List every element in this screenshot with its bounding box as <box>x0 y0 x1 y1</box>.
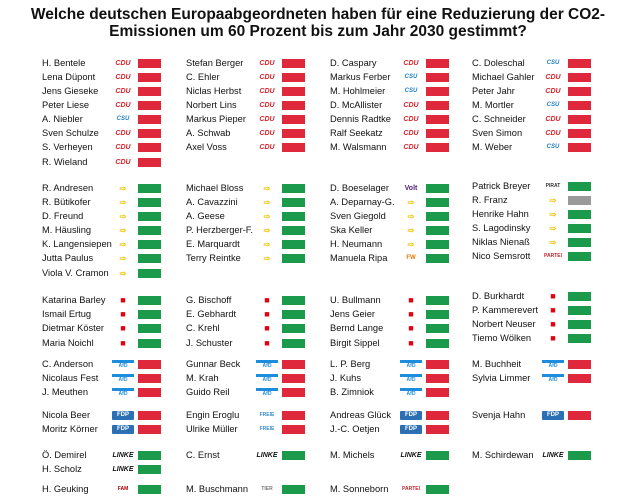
mep-name: C. Krehl <box>186 323 220 333</box>
mep-name: Manuela Ripa <box>330 253 388 263</box>
vote-indicator-yes <box>568 451 591 460</box>
vote-indicator-yes <box>282 240 305 249</box>
vote-indicator-yes <box>568 224 591 233</box>
party-logo-fw2: FREIE <box>259 426 275 432</box>
mep-name: Bernd Lange <box>330 323 384 333</box>
mep-name: R. Wieland <box>42 157 88 167</box>
page-title: Welche deutschen Europaabgeordneten haben für eine Reduzierung der CO2-Emissionen um 60 Prozent bis zum Jahr 2030 gestimmt? <box>30 6 606 40</box>
mep-name: Svenja Hahn <box>472 410 526 420</box>
mep-name: B. Zimniok <box>330 387 374 397</box>
vote-indicator-yes <box>568 182 591 191</box>
mep-name: H. Geuking <box>42 484 89 494</box>
party-logo-spd: ■ <box>550 334 556 343</box>
vote-indicator-yes <box>282 451 305 460</box>
vote-indicator-yes <box>568 252 591 261</box>
vote-indicator-no <box>138 411 161 420</box>
party-logo-spd: ■ <box>408 339 414 348</box>
party-logo-green: ⇨ <box>119 212 127 221</box>
vote-indicator-no <box>426 87 449 96</box>
mep-name: Ulrike Müller <box>186 424 238 434</box>
vote-indicator-yes <box>568 210 591 219</box>
party-logo-green: ⇨ <box>263 254 271 263</box>
vote-indicator-no <box>138 87 161 96</box>
mep-name: M. Mortler <box>472 100 514 110</box>
party-logo-spd: ■ <box>264 324 270 333</box>
party-logo-cdu: CDU <box>115 74 131 81</box>
mep-name: E. Gebhardt <box>186 309 237 319</box>
party-logo-cdu: CDU <box>115 144 131 151</box>
vote-indicator-no <box>426 101 449 110</box>
party-logo-afd: AfD <box>400 360 422 369</box>
party-logo-spd: ■ <box>550 306 556 315</box>
mep-name: H. Scholz <box>42 464 82 474</box>
party-logo-fdp: FDP <box>400 425 422 434</box>
vote-indicator-yes <box>426 485 449 494</box>
party-logo-left: LINKE <box>400 452 422 459</box>
mep-name: Michael Bloss <box>186 183 244 193</box>
party-logo-afd: AfD <box>112 388 134 397</box>
party-logo-cdu: CDU <box>259 88 275 95</box>
vote-indicator-no <box>138 73 161 82</box>
mep-name: Guido Reil <box>186 387 230 397</box>
vote-indicator-yes <box>282 339 305 348</box>
vote-indicator-no <box>568 87 591 96</box>
mep-name: Ralf Seekatz <box>330 128 383 138</box>
party-logo-afd: AfD <box>256 374 278 383</box>
vote-indicator-yes <box>138 485 161 494</box>
vote-indicator-no <box>568 73 591 82</box>
vote-indicator-yes <box>282 198 305 207</box>
mep-name: R. Franz <box>472 195 508 205</box>
vote-indicator-yes <box>138 240 161 249</box>
mep-name: Gunnar Beck <box>186 359 241 369</box>
party-logo-green: ⇨ <box>263 184 271 193</box>
vote-indicator-no <box>282 360 305 369</box>
mep-name: Peter Jahr <box>472 86 515 96</box>
party-logo-pirat: PIRAT <box>545 183 561 189</box>
party-logo-green: ⇨ <box>263 212 271 221</box>
party-logo-green: ⇨ <box>119 226 127 235</box>
vote-indicator-no <box>426 129 449 138</box>
party-logo-spd: ■ <box>408 324 414 333</box>
vote-indicator-no <box>138 59 161 68</box>
vote-indicator-yes <box>282 324 305 333</box>
vote-indicator-no <box>568 59 591 68</box>
party-logo-csu: CSU <box>546 144 560 150</box>
mep-name: M. Krah <box>186 373 219 383</box>
vote-indicator-no <box>282 115 305 124</box>
party-logo-cdu: CDU <box>259 144 275 151</box>
party-logo-cdu: CDU <box>259 74 275 81</box>
mep-name: Jutta Paulus <box>42 253 94 263</box>
vote-indicator-no <box>426 425 449 434</box>
mep-name: Lena Düpont <box>42 72 96 82</box>
party-logo-csu: CSU <box>404 74 418 80</box>
mep-name: Jens Geier <box>330 309 375 319</box>
party-logo-csu: CSU <box>546 60 560 66</box>
vote-indicator-yes <box>138 339 161 348</box>
party-logo-green: ⇨ <box>263 198 271 207</box>
vote-indicator-yes <box>568 320 591 329</box>
mep-name: M. Schirdewan <box>472 450 534 460</box>
vote-indicator-no <box>138 158 161 167</box>
party-logo-green: ⇨ <box>407 240 415 249</box>
mep-name: A. Schwab <box>186 128 231 138</box>
party-logo-cdu: CDU <box>259 60 275 67</box>
mep-name: M. Buchheit <box>472 359 522 369</box>
party-logo-spd: ■ <box>264 296 270 305</box>
mep-name: M. Hohlmeier <box>330 86 386 96</box>
party-logo-spd: ■ <box>408 296 414 305</box>
vote-indicator-no <box>282 73 305 82</box>
mep-name: C. Ernst <box>186 450 220 460</box>
mep-name: J. Kuhs <box>330 373 362 383</box>
vote-indicator-no <box>568 101 591 110</box>
party-logo-spd: ■ <box>550 320 556 329</box>
vote-indicator-yes <box>138 451 161 460</box>
vote-indicator-yes <box>282 226 305 235</box>
mep-name: M. Walsmann <box>330 142 387 152</box>
vote-indicator-yes <box>282 485 305 494</box>
mep-name: R. Bütikofer <box>42 197 91 207</box>
party-logo-spd: ■ <box>264 339 270 348</box>
party-logo-afd: AfD <box>542 374 564 383</box>
vote-indicator-no <box>138 360 161 369</box>
mep-name: Niclas Herbst <box>186 86 242 96</box>
mep-name: D. Boeselager <box>330 183 389 193</box>
vote-indicator-no <box>138 101 161 110</box>
party-logo-fdp: FDP <box>112 425 134 434</box>
party-logo-left: LINKE <box>112 452 134 459</box>
mep-name: Viola V. Cramon <box>42 268 109 278</box>
mep-name: Moritz Körner <box>42 424 98 434</box>
vote-indicator-no <box>426 59 449 68</box>
mep-name: Axel Voss <box>186 142 227 152</box>
vote-indicator-no <box>138 388 161 397</box>
vote-indicator-no <box>138 115 161 124</box>
mep-name: Nicolaus Fest <box>42 373 99 383</box>
party-logo-tierschutz: TIER <box>261 486 273 492</box>
mep-name: Nicola Beer <box>42 410 91 420</box>
vote-indicator-yes <box>426 240 449 249</box>
vote-indicator-yes <box>426 226 449 235</box>
party-logo-leftpartei: PARTEI <box>544 253 562 259</box>
vote-indicator-no <box>282 87 305 96</box>
mep-name: K. Langensiepen <box>42 239 112 249</box>
mep-name: Andreas Glück <box>330 410 391 420</box>
party-logo-cdu: CDU <box>403 60 419 67</box>
vote-indicator-no <box>282 425 305 434</box>
party-logo-left: LINKE <box>112 466 134 473</box>
party-logo-afd: AfD <box>256 360 278 369</box>
vote-indicator-yes <box>138 296 161 305</box>
party-logo-csu: CSU <box>116 116 130 122</box>
party-logo-fdp: FDP <box>112 411 134 420</box>
party-logo-fdp: FDP <box>400 411 422 420</box>
vote-indicator-absent <box>568 196 591 205</box>
party-logo-family: FAM <box>117 486 129 492</box>
party-logo-green: ⇨ <box>119 198 127 207</box>
mep-name: A. Cavazzini <box>186 197 238 207</box>
vote-indicator-no <box>426 360 449 369</box>
vote-indicator-no <box>282 388 305 397</box>
mep-name: Dietmar Köster <box>42 323 104 333</box>
vote-indicator-no <box>426 115 449 124</box>
vote-indicator-no <box>282 374 305 383</box>
party-logo-green: ⇨ <box>549 238 557 247</box>
mep-name: Maria Noichl <box>42 338 94 348</box>
vote-indicator-yes <box>282 296 305 305</box>
party-logo-leftpartei: PARTEI <box>402 486 420 492</box>
mep-name: Tiemo Wölken <box>472 333 532 343</box>
vote-indicator-yes <box>138 184 161 193</box>
mep-name: C. Ehler <box>186 72 220 82</box>
vote-indicator-no <box>282 101 305 110</box>
mep-name: H. Bentele <box>42 58 86 68</box>
party-logo-cdu: CDU <box>545 130 561 137</box>
mep-name: C. Doleschal <box>472 58 525 68</box>
vote-indicator-yes <box>426 212 449 221</box>
mep-name: C. Schneider <box>472 114 526 124</box>
party-logo-afd: AfD <box>256 388 278 397</box>
party-logo-afd: AfD <box>400 374 422 383</box>
mep-name: A. Geese <box>186 211 225 221</box>
vote-indicator-no <box>568 115 591 124</box>
party-logo-fw: FW <box>406 255 416 261</box>
mep-name: Markus Pieper <box>186 114 246 124</box>
mep-name: Sven Simon <box>472 128 523 138</box>
party-logo-green: ⇨ <box>549 224 557 233</box>
party-logo-cdu: CDU <box>115 130 131 137</box>
party-logo-left: LINKE <box>542 452 564 459</box>
vote-indicator-yes <box>138 269 161 278</box>
vote-indicator-no <box>426 411 449 420</box>
vote-indicator-no <box>568 411 591 420</box>
vote-indicator-no <box>568 129 591 138</box>
party-logo-green: ⇨ <box>119 254 127 263</box>
mep-name: G. Bischoff <box>186 295 232 305</box>
party-logo-cdu: CDU <box>545 74 561 81</box>
vote-indicator-yes <box>426 451 449 460</box>
mep-name: Nico Semsrott <box>472 251 531 261</box>
party-logo-left: LINKE <box>256 452 278 459</box>
party-logo-spd: ■ <box>550 292 556 301</box>
vote-indicator-yes <box>568 306 591 315</box>
mep-name: M. Häusling <box>42 225 92 235</box>
mep-name: Dennis Radtke <box>330 114 391 124</box>
mep-name: Sven Schulze <box>42 128 99 138</box>
mep-name: U. Bullmann <box>330 295 381 305</box>
mep-name: Stefan Berger <box>186 58 244 68</box>
party-logo-csu: CSU <box>404 88 418 94</box>
mep-name: Niklas Nienaß <box>472 237 530 247</box>
party-logo-spd: ■ <box>264 310 270 319</box>
mep-name: Birgit Sippel <box>330 338 380 348</box>
party-logo-green: ⇨ <box>549 210 557 219</box>
party-logo-spd: ■ <box>120 339 126 348</box>
vote-indicator-no <box>426 143 449 152</box>
vote-indicator-yes <box>138 226 161 235</box>
mep-name: Patrick Breyer <box>472 181 531 191</box>
vote-indicator-no <box>282 143 305 152</box>
mep-name: Ö. Demirel <box>42 450 87 460</box>
party-logo-cdu: CDU <box>115 102 131 109</box>
vote-indicator-yes <box>282 184 305 193</box>
mep-name: Norbert Neuser <box>472 319 536 329</box>
mep-name: Engin Eroglu <box>186 410 240 420</box>
mep-name: Sylvia Limmer <box>472 373 531 383</box>
vote-indicator-yes <box>568 334 591 343</box>
party-logo-green: ⇨ <box>263 226 271 235</box>
vote-indicator-yes <box>138 198 161 207</box>
mep-name: R. Andresen <box>42 183 94 193</box>
mep-name: Sven Giegold <box>330 211 386 221</box>
vote-indicator-no <box>426 374 449 383</box>
vote-indicator-yes <box>426 198 449 207</box>
mep-name: Markus Ferber <box>330 72 391 82</box>
vote-indicator-no <box>138 143 161 152</box>
mep-name: S. Verheyen <box>42 142 93 152</box>
mep-name: M. Michels <box>330 450 375 460</box>
mep-name: D. McAllister <box>330 100 383 110</box>
party-logo-afd: AfD <box>112 360 134 369</box>
vote-indicator-yes <box>138 212 161 221</box>
party-logo-fw2: FREIE <box>259 412 275 418</box>
vote-indicator-yes <box>282 310 305 319</box>
mep-name: M. Buschmann <box>186 484 249 494</box>
vote-indicator-yes <box>138 254 161 263</box>
mep-name: P. Kammerevert <box>472 305 538 315</box>
vote-indicator-yes <box>568 238 591 247</box>
mep-name: Peter Liese <box>42 100 90 110</box>
mep-name: Jens Gieseke <box>42 86 99 96</box>
mep-name: Michael Gahler <box>472 72 535 82</box>
party-logo-cdu: CDU <box>403 116 419 123</box>
vote-indicator-no <box>282 59 305 68</box>
mep-name: Ska Keller <box>330 225 373 235</box>
vote-indicator-no <box>426 388 449 397</box>
party-logo-spd: ■ <box>120 324 126 333</box>
party-logo-green: ⇨ <box>407 226 415 235</box>
mep-name: M. Weber <box>472 142 513 152</box>
party-logo-green: ⇨ <box>549 196 557 205</box>
mep-name: P. Herzberger-F. <box>186 225 253 235</box>
mep-name: J.-C. Oetjen <box>330 424 380 434</box>
party-logo-green: ⇨ <box>119 184 127 193</box>
mep-name: L. P. Berg <box>330 359 371 369</box>
vote-indicator-yes <box>426 310 449 319</box>
party-logo-cdu: CDU <box>259 116 275 123</box>
party-logo-fdp: FDP <box>542 411 564 420</box>
party-logo-green: ⇨ <box>119 269 127 278</box>
vote-indicator-yes <box>426 254 449 263</box>
mep-name: J. Schuster <box>186 338 233 348</box>
vote-indicator-yes <box>426 339 449 348</box>
party-logo-cdu: CDU <box>403 130 419 137</box>
vote-indicator-yes <box>426 184 449 193</box>
vote-indicator-no <box>282 411 305 420</box>
party-logo-green: ⇨ <box>407 198 415 207</box>
mep-name: S. Lagodinsky <box>472 223 531 233</box>
vote-indicator-yes <box>426 296 449 305</box>
mep-name: D. Caspary <box>330 58 377 68</box>
party-logo-spd: ■ <box>120 296 126 305</box>
mep-name: D. Freund <box>42 211 84 221</box>
mep-name: Henrike Hahn <box>472 209 529 219</box>
vote-indicator-no <box>568 360 591 369</box>
vote-indicator-yes <box>426 324 449 333</box>
mep-name: C. Anderson <box>42 359 94 369</box>
mep-name: A. Niebler <box>42 114 83 124</box>
party-logo-cdu: CDU <box>259 130 275 137</box>
mep-name: H. Neumann <box>330 239 383 249</box>
mep-name: M. Sonneborn <box>330 484 389 494</box>
mep-name: E. Marquardt <box>186 239 240 249</box>
party-logo-cdu: CDU <box>115 88 131 95</box>
party-logo-cdu: CDU <box>403 102 419 109</box>
vote-indicator-no <box>426 73 449 82</box>
party-logo-cdu: CDU <box>115 159 131 166</box>
party-logo-cdu: CDU <box>259 102 275 109</box>
mep-name: J. Meuthen <box>42 387 88 397</box>
party-logo-green: ⇨ <box>263 240 271 249</box>
party-logo-cdu: CDU <box>115 60 131 67</box>
vote-indicator-no <box>282 129 305 138</box>
vote-indicator-yes <box>138 324 161 333</box>
vote-indicator-no <box>568 374 591 383</box>
party-logo-volt: Volt <box>404 185 418 192</box>
party-logo-csu: CSU <box>546 102 560 108</box>
mep-name: A. Deparnay-G. <box>330 197 395 207</box>
party-logo-cdu: CDU <box>403 144 419 151</box>
vote-indicator-yes <box>282 212 305 221</box>
party-logo-spd: ■ <box>408 310 414 319</box>
vote-indicator-no <box>138 425 161 434</box>
party-logo-green: ⇨ <box>119 240 127 249</box>
vote-indicator-yes <box>138 310 161 319</box>
vote-indicator-no <box>138 129 161 138</box>
party-logo-afd: AfD <box>542 360 564 369</box>
vote-indicator-yes <box>282 254 305 263</box>
vote-indicator-yes <box>138 465 161 474</box>
party-logo-cdu: CDU <box>545 88 561 95</box>
mep-name: Katarina Barley <box>42 295 106 305</box>
vote-indicator-yes <box>568 292 591 301</box>
mep-name: Ismail Ertug <box>42 309 92 319</box>
vote-indicator-no <box>568 143 591 152</box>
party-logo-afd: AfD <box>112 374 134 383</box>
mep-name: Terry Reintke <box>186 253 241 263</box>
vote-indicator-no <box>138 374 161 383</box>
mep-name: Norbert Lins <box>186 100 237 110</box>
party-logo-cdu: CDU <box>545 116 561 123</box>
party-logo-afd: AfD <box>400 388 422 397</box>
party-logo-spd: ■ <box>120 310 126 319</box>
mep-name: D. Burkhardt <box>472 291 525 301</box>
party-logo-green: ⇨ <box>407 212 415 221</box>
